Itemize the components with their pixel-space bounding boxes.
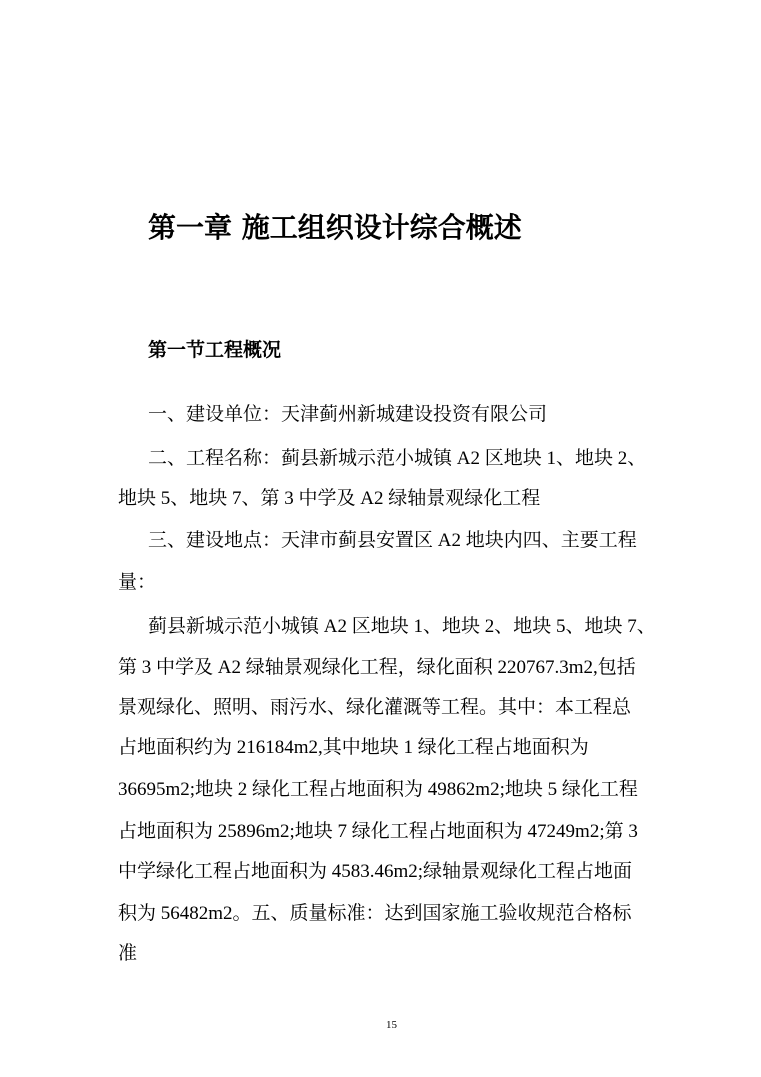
body-line: 占地面积为 25896m2;地块 7 绿化工程占地面积为 47249m2;第 3: [118, 821, 638, 842]
body-line: 二、工程名称：蓟县新城示范小城镇 A2 区地块 1、地块 2、: [148, 448, 647, 469]
body-line: 准: [118, 943, 138, 964]
body-line: 蓟县新城示范小城镇 A2 区地块 1、地块 2、地块 5、地块 7、: [148, 616, 656, 637]
chapter-title: 第一章 施工组织设计综合概述: [148, 211, 522, 244]
section-title: 第一节工程概况: [148, 339, 282, 361]
body-line: 第 3 中学及 A2 绿轴景观绿化工程，绿化面积 220767.3m2,包括: [118, 657, 636, 678]
body-line: 占地面积约为 216184m2,其中地块 1 绿化工程占地面积为: [118, 737, 589, 758]
body-line: 量：: [118, 572, 157, 593]
body-line: 地块 5、地块 7、第 3 中学及 A2 绿轴景观绿化工程: [118, 488, 541, 509]
body-line: 景观绿化、照明、雨污水、绿化灌溉等工程。其中：本工程总: [118, 697, 632, 718]
page-number: 15: [386, 1019, 397, 1031]
body-line: 中学绿化工程占地面积为 4583.46m2;绿轴景观绿化工程占地面: [118, 861, 633, 882]
body-line: 三、建设地点：天津市蓟县安置区 A2 地块内四、主要工程: [148, 530, 637, 551]
body-line: 积为 56482m2。五、质量标准：达到国家施工验收规范合格标: [118, 903, 632, 924]
body-line: 36695m2;地块 2 绿化工程占地面积为 49862m2;地块 5 绿化工程: [118, 779, 638, 800]
body-line: 一、建设单位：天津蓟州新城建设投资有限公司: [148, 404, 548, 425]
